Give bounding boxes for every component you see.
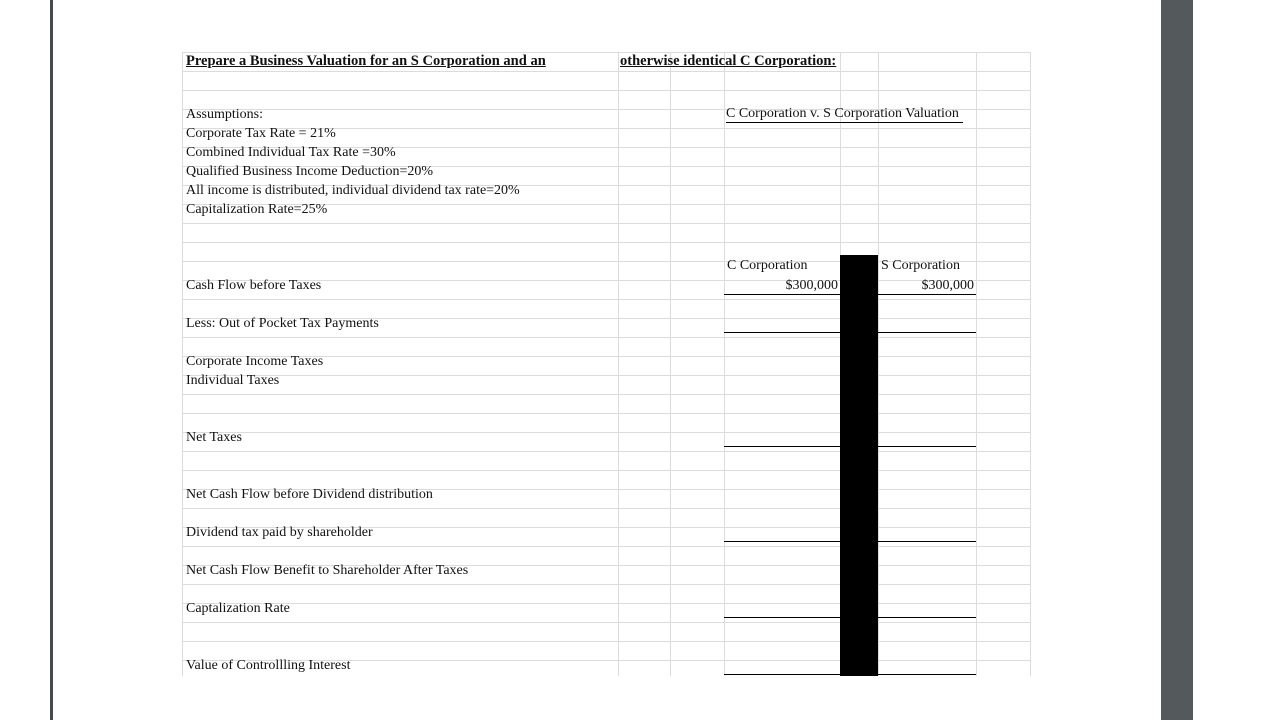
grid-row-line [182, 394, 1031, 395]
c-corp-cap-rate-underline [724, 617, 840, 618]
s-corp-out-of-pocket-underline [878, 332, 976, 333]
grid-row-line [182, 242, 1031, 243]
s-corp-cash-flow-underline [878, 294, 976, 295]
net-cash-flow-benefit-label: Net Cash Flow Benefit to Shareholder After Taxes [186, 563, 469, 578]
grid-row-line [182, 546, 1031, 547]
valuation-heading: C Corporation v. S Corporation Valuation [726, 104, 963, 123]
grid-row-line [182, 90, 1031, 91]
value-controlling-label: Value of Controllling Interest [186, 658, 351, 673]
assumptions-heading: Assumptions: [186, 107, 264, 122]
title-left: Prepare a Business Valuation for an S Corporation and an [186, 53, 546, 69]
less-out-of-pocket-label: Less: Out of Pocket Tax Payments [186, 316, 379, 331]
s-corp-header: S Corporation [881, 258, 960, 273]
cash-flow-label: Cash Flow before Taxes [186, 278, 322, 293]
grid-row-line [182, 603, 1031, 604]
net-taxes-label: Net Taxes [186, 430, 242, 445]
grid-row-line [182, 641, 1031, 642]
c-corp-header: C Corporation [727, 258, 808, 273]
grid-column-line [724, 52, 725, 676]
c-corp-cash-flow: $300,000 [785, 278, 838, 293]
assumption-cap-rate: Capitalization Rate=25% [186, 202, 328, 217]
right-panel [1161, 0, 1280, 720]
grid-row-line [182, 223, 1031, 224]
c-corp-net-taxes-underline [724, 446, 840, 447]
s-corp-cap-rate-underline [878, 617, 976, 618]
grid-column-line [670, 52, 671, 676]
assumption-dividend-tax: All income is distributed, individual dividend tax rate=20% [186, 183, 520, 198]
grid-column-line [618, 52, 619, 676]
s-corp-value-underline [878, 674, 976, 675]
grid-row-line [182, 470, 1031, 471]
assumption-corporate-tax: Corporate Tax Rate = 21% [186, 126, 336, 141]
grid-row-line [182, 622, 1031, 623]
grid-row-line [182, 432, 1031, 433]
s-corp-cash-flow: $300,000 [921, 278, 974, 293]
capitalization-rate-label: Captalization Rate [186, 601, 290, 616]
grid-row-line [182, 375, 1031, 376]
assumption-individual-tax: Combined Individual Tax Rate =30% [186, 145, 396, 160]
c-corp-value-underline [724, 674, 840, 675]
s-corp-dividend-tax-underline [878, 541, 976, 542]
grid-column-line [182, 52, 183, 676]
vertical-scrollbar[interactable] [1161, 0, 1193, 720]
grid-column-line [878, 52, 879, 676]
individual-taxes-label: Individual Taxes [186, 373, 280, 388]
assumption-qbi-deduction: Qualified Business Income Deduction=20% [186, 164, 434, 179]
grid-row-line [182, 508, 1031, 509]
grid-column-line [976, 52, 977, 676]
s-corp-net-taxes-underline [878, 446, 976, 447]
black-separator-column [840, 255, 878, 676]
grid-column-line [1030, 52, 1031, 676]
grid-row-line [182, 299, 1031, 300]
spreadsheet [182, 52, 1031, 676]
corporate-income-taxes-label: Corporate Income Taxes [186, 354, 324, 369]
c-corp-out-of-pocket-underline [724, 332, 840, 333]
grid-row-line [182, 451, 1031, 452]
c-corp-cash-flow-underline [724, 294, 840, 295]
net-cash-flow-before-dividend-label: Net Cash Flow before Dividend distribution [186, 487, 433, 502]
grid-row-line [182, 584, 1031, 585]
dividend-tax-label: Dividend tax paid by shareholder [186, 525, 373, 540]
c-corp-dividend-tax-underline [724, 541, 840, 542]
grid-row-line [182, 71, 1031, 72]
title-right: otherwise identical C Corporation: [620, 53, 837, 69]
grid-row-line [182, 337, 1031, 338]
grid-row-line [182, 413, 1031, 414]
